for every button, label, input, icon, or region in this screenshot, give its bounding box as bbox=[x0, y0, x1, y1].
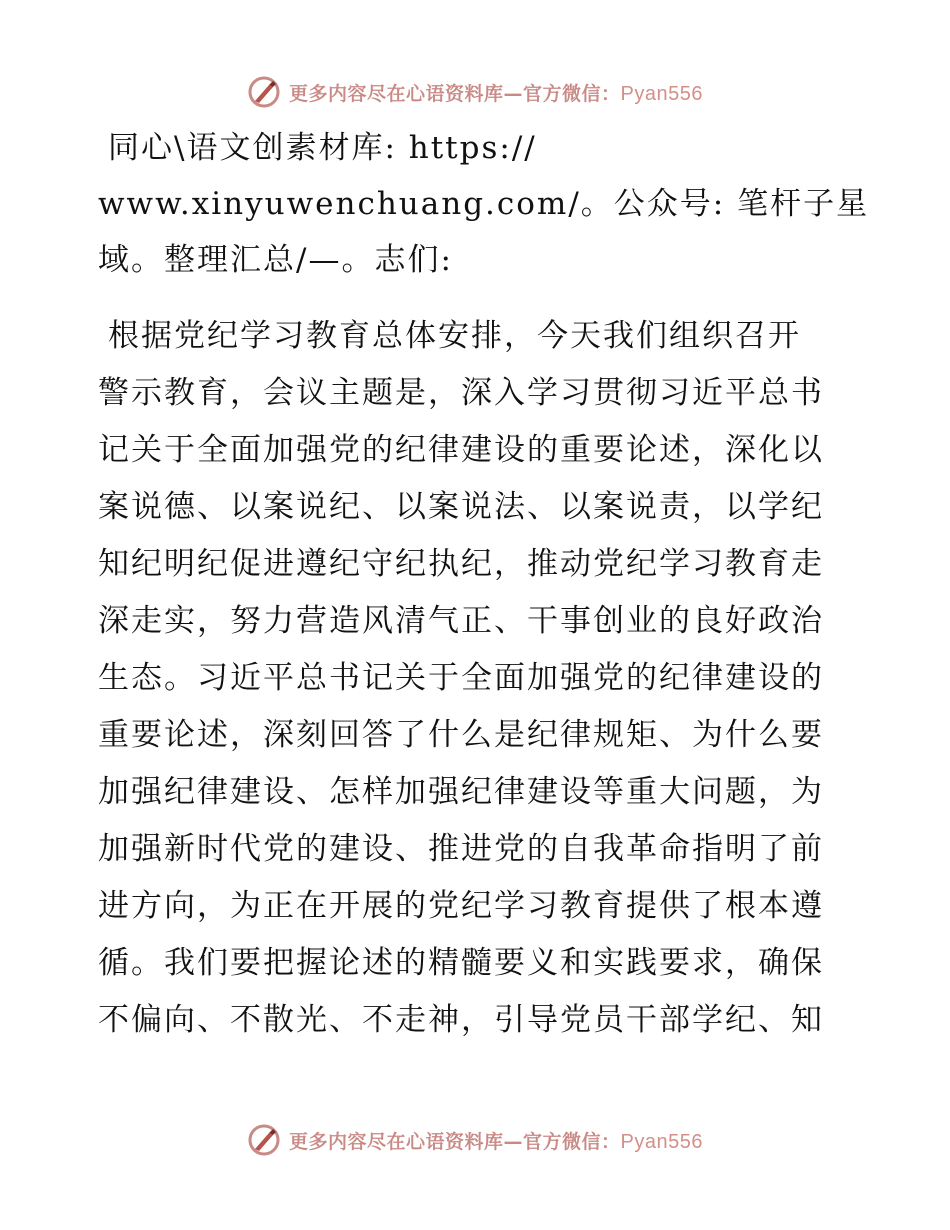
body-line-13: 不偏向、不散光、不走神，引导党员干部学纪、知 bbox=[98, 1002, 824, 1038]
body-line-12: 循。我们要把握论述的精髓要义和实践要求，确保 bbox=[98, 945, 824, 981]
body-line-5: 知纪明纪促进遵纪守纪执纪，推动党纪学习教育走 bbox=[98, 546, 824, 582]
brand-logo-icon bbox=[247, 75, 281, 109]
intro-line-1: 同心\语文创素材库: https:// bbox=[108, 130, 537, 166]
wechat-id: Pyan556 bbox=[620, 82, 703, 105]
body-line-10: 加强新时代党的建设、推进党的自我革命指明了前 bbox=[98, 831, 824, 867]
wechat-id: Pyan556 bbox=[620, 1130, 703, 1153]
intro-line-3: 域。整理汇总/—。志们: bbox=[98, 242, 453, 278]
body-line-2: 警示教育，会议主题是，深入学习贯彻习近平总书 bbox=[98, 375, 824, 411]
intro-line-2: www.xinyuwenchuang.com/。公众号: 笔杆子星 bbox=[98, 186, 870, 222]
body-line-4: 案说德、以案说纪、以案说法、以案说责，以学纪 bbox=[98, 489, 824, 525]
body-line-1: 根据党纪学习教育总体安排，今天我们组织召开 bbox=[108, 318, 801, 354]
body-line-8: 重要论述，深刻回答了什么是纪律规矩、为什么要 bbox=[98, 717, 824, 753]
body-line-7: 生态。习近平总书记关于全面加强党的纪律建设的 bbox=[98, 660, 824, 696]
body-line-6: 深走实，努力营造风清气正、干事创业的良好政治 bbox=[98, 603, 824, 639]
body-line-11: 进方向，为正在开展的党纪学习教育提供了根本遵 bbox=[98, 888, 824, 924]
body-line-9: 加强纪律建设、怎样加强纪律建设等重大问题，为 bbox=[98, 774, 824, 810]
footer-banner bbox=[0, 1120, 950, 1160]
banner-text: 更多内容尽在心语资料库—官方微信：Pyan556 bbox=[289, 82, 703, 105]
header-banner bbox=[0, 72, 950, 112]
brand-logo-icon bbox=[247, 1123, 281, 1157]
banner-text: 更多内容尽在心语资料库—官方微信：Pyan556 bbox=[289, 1130, 703, 1153]
body-line-3: 记关于全面加强党的纪律建设的重要论述，深化以 bbox=[98, 432, 824, 468]
